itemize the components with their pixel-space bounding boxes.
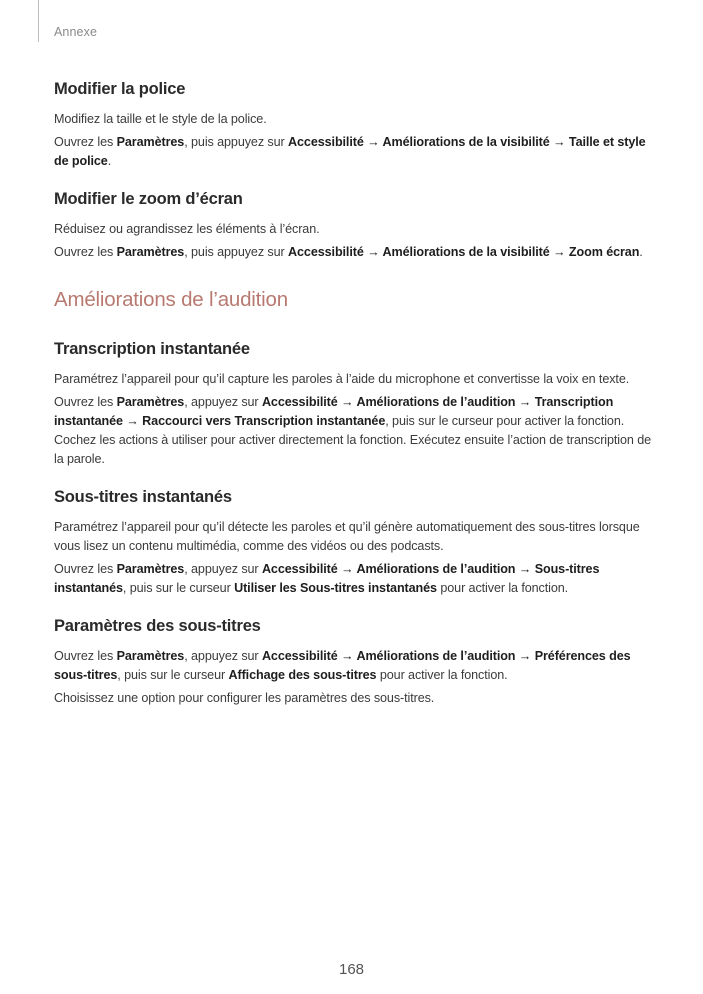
instruction-paragraph: Ouvrez les Paramètres, appuyez sur Accessibilité → Améliorations de l’audition → Préférences des sous-titres, puis sur le curseur Affichage des sous-titres pour activer la fonction.: [54, 649, 631, 682]
chapter-label: Annexe: [54, 25, 97, 39]
page-number: 168: [338, 961, 365, 978]
paragraph: Paramétrez l’appareil pour qu’il détecte les paroles et qu’il génère automatiquement des sous-titres lorsque vous lisez un contenu multimédia, comme des vidéos ou des podcasts.: [54, 520, 640, 553]
instruction-paragraph: Ouvrez les Paramètres, puis appuyez sur Accessibilité → Améliorations de la visibilité → Taille et style de police.: [54, 135, 646, 168]
section-title: Modifier le zoom d’écran: [54, 190, 243, 208]
section-transcription: [54, 340, 654, 469]
section-modifier-zoom: [54, 190, 654, 262]
instruction-paragraph: Ouvrez les Paramètres, appuyez sur Accessibilité → Améliorations de l’audition → Sous-titres instantanés, puis sur le curseur Utiliser les Sous-titres instantanés pour activer la fonction.: [54, 562, 600, 595]
instruction-paragraph: Ouvrez les Paramètres, puis appuyez sur Accessibilité → Améliorations de la visibilité → Zoom écran.: [54, 245, 643, 259]
chapter-heading: Améliorations de l’audition: [54, 288, 288, 311]
section-sous-titres: [54, 488, 654, 598]
paragraph: Modifiez la taille et le style de la police.: [54, 112, 267, 126]
paragraph: Réduisez ou agrandissez les éléments à l’écran.: [54, 222, 320, 236]
section-title: Paramètres des sous-titres: [54, 617, 261, 635]
section-modifier-police: [54, 80, 654, 171]
section-parametres-sous-titres: [54, 617, 654, 708]
paragraph: Choisissez une option pour configurer les paramètres des sous-titres.: [54, 691, 435, 705]
header-divider: [38, 0, 39, 42]
instruction-paragraph: Ouvrez les Paramètres, appuyez sur Accessibilité → Améliorations de l’audition → Transcription instantanée → Raccourci vers Transcription instantanée, puis sur le curseur pour activer la fonction. Cochez les actions à utiliser pour activer directement la fonction. Exécutez ensuite l’action de transcription de la parole.: [54, 395, 652, 466]
paragraph: Paramétrez l’appareil pour qu’il capture les paroles à l’aide du microphone et convertisse la voix en texte.: [54, 372, 630, 386]
page-content: [54, 80, 654, 727]
section-title: Modifier la police: [54, 80, 186, 98]
section-title: Sous-titres instantanés: [54, 488, 232, 506]
section-title: Transcription instantanée: [54, 340, 250, 358]
